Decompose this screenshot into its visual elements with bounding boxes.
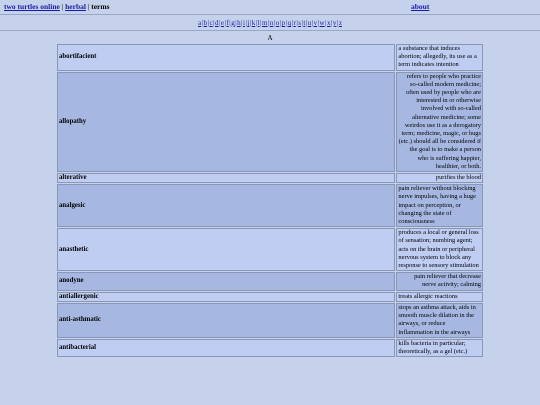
letter-separator: | xyxy=(311,19,314,27)
letter-link-h[interactable]: h xyxy=(237,19,241,27)
letter-link-f[interactable]: f xyxy=(226,19,229,27)
letter-link-l[interactable]: l xyxy=(257,19,260,27)
table-row xyxy=(57,339,483,357)
table-row xyxy=(57,44,483,71)
term-cell: allopathy xyxy=(57,72,395,172)
letter-separator: | xyxy=(331,19,333,27)
breadcrumb-separator: | xyxy=(61,2,64,11)
table-row xyxy=(57,228,483,271)
letter-separator: | xyxy=(249,19,252,27)
letter-separator: | xyxy=(301,19,303,27)
letter-link-u[interactable]: u xyxy=(307,19,312,27)
term-cell: anti-asthmatic xyxy=(57,303,395,338)
letter-link-x[interactable]: x xyxy=(327,19,331,27)
glossary-table xyxy=(56,43,484,358)
letter-link-b[interactable]: b xyxy=(203,19,208,27)
letter-link-n[interactable]: n xyxy=(269,19,274,27)
letter-link-w[interactable]: w xyxy=(319,19,325,27)
breadcrumb-separator: | xyxy=(87,2,90,11)
about-link[interactable]: about xyxy=(411,2,430,11)
term-cell: analgesic xyxy=(57,184,395,227)
letter-separator: | xyxy=(255,19,258,27)
term-cell: alterative xyxy=(57,173,395,183)
letter-separator: | xyxy=(317,19,320,27)
letter-separator: | xyxy=(279,19,282,27)
letter-link-e[interactable]: e xyxy=(220,19,225,27)
letter-separator: | xyxy=(291,19,293,27)
letter-link-y[interactable]: y xyxy=(332,19,337,27)
letter-separator: | xyxy=(267,19,270,27)
definition-cell: pain reliever that decrease nerve activity; calming xyxy=(396,272,483,290)
letter-link-a[interactable]: a xyxy=(198,19,202,27)
letter-link-r[interactable]: r xyxy=(293,19,296,27)
definition-cell: stops an asthma attack, aids in smooth muscle dilation in the airways, or reduce inflammation in the airways xyxy=(396,303,483,338)
letter-separator: | xyxy=(219,19,221,27)
breadcrumb-current: terms xyxy=(91,2,110,11)
letter-separator: | xyxy=(213,19,215,27)
breadcrumb-link-herbal[interactable]: herbal xyxy=(65,2,86,11)
letter-link-c[interactable]: c xyxy=(209,19,213,27)
letter-separator: | xyxy=(201,19,204,27)
table-row xyxy=(57,173,483,183)
letter-separator: | xyxy=(235,19,237,27)
letter-separator: | xyxy=(285,19,288,27)
letter-link-v[interactable]: v xyxy=(313,19,318,27)
definition-cell: kills bacteria in particular; theoretically, as a gel (etc.) xyxy=(396,339,483,357)
letter-separator: | xyxy=(305,19,308,27)
alphabet-index xyxy=(0,17,540,29)
letter-link-d[interactable]: d xyxy=(215,19,219,27)
table-row xyxy=(57,292,483,302)
definition-cell: treats allergic reactions xyxy=(396,292,483,302)
letter-separator: | xyxy=(245,19,247,27)
letter-separator: | xyxy=(296,19,298,27)
definition-cell: refers to people who practice so-called modern medicine; often used by people who are interested in or otherwise involved with so-called alternative medicine; some weirdos use it as a derogatory term; medicine, magic, or hugs (etc.) should all be considered if the goal is to make a person who is suffering happier, healthier, or both. xyxy=(396,72,483,172)
term-cell: anasthetic xyxy=(57,228,395,271)
letter-separator: | xyxy=(336,19,339,27)
letter-link-j[interactable]: j xyxy=(247,19,250,27)
letter-separator: | xyxy=(229,19,231,27)
definition-cell: pain reliever without blocking nerve impulses, having a huge impact on perception, or changing the state of consciousness xyxy=(396,184,483,227)
term-cell: antibacterial xyxy=(57,339,395,357)
definition-cell: a substance that induces abortion; allegedly, its use as a term indicates intention xyxy=(396,44,483,71)
letter-link-m[interactable]: m xyxy=(261,19,268,27)
section-heading: A xyxy=(267,34,273,42)
letter-separator: | xyxy=(260,19,262,27)
table-row xyxy=(57,184,483,227)
letter-link-t[interactable]: t xyxy=(303,19,306,27)
table-row xyxy=(57,272,483,290)
term-cell: abortifacient xyxy=(57,44,395,71)
letter-link-g[interactable]: g xyxy=(231,19,235,27)
divider xyxy=(0,30,540,31)
glossary-section xyxy=(56,33,484,358)
breadcrumb xyxy=(4,0,110,14)
table-row xyxy=(57,72,483,172)
top-navigation xyxy=(0,0,540,14)
table-row xyxy=(57,303,483,338)
letter-separator: | xyxy=(325,19,327,27)
term-cell: antiallergenic xyxy=(57,292,395,302)
letter-link-s[interactable]: s xyxy=(298,19,301,27)
letter-link-i[interactable]: i xyxy=(243,19,245,27)
letter-link-q[interactable]: q xyxy=(287,19,292,27)
letter-link-k[interactable]: k xyxy=(251,19,256,27)
definition-cell: purifies the blood xyxy=(396,173,483,183)
definition-cell: produces a local or general loss of sensation; numbing agent; acts on the brain or peripheral nervous system to block any response to sensory stimulation xyxy=(396,228,483,271)
letter-separator: | xyxy=(207,19,209,27)
letter-separator: | xyxy=(273,19,276,27)
breadcrumb-link-home[interactable]: two turtles online xyxy=(4,2,60,11)
letter-separator: | xyxy=(241,19,243,27)
term-cell: anodyne xyxy=(57,272,395,290)
letter-separator: | xyxy=(224,19,226,27)
divider xyxy=(0,14,540,15)
letter-link-z[interactable]: z xyxy=(338,19,342,27)
letter-link-o[interactable]: o xyxy=(275,19,280,27)
letter-link-p[interactable]: p xyxy=(281,19,286,27)
